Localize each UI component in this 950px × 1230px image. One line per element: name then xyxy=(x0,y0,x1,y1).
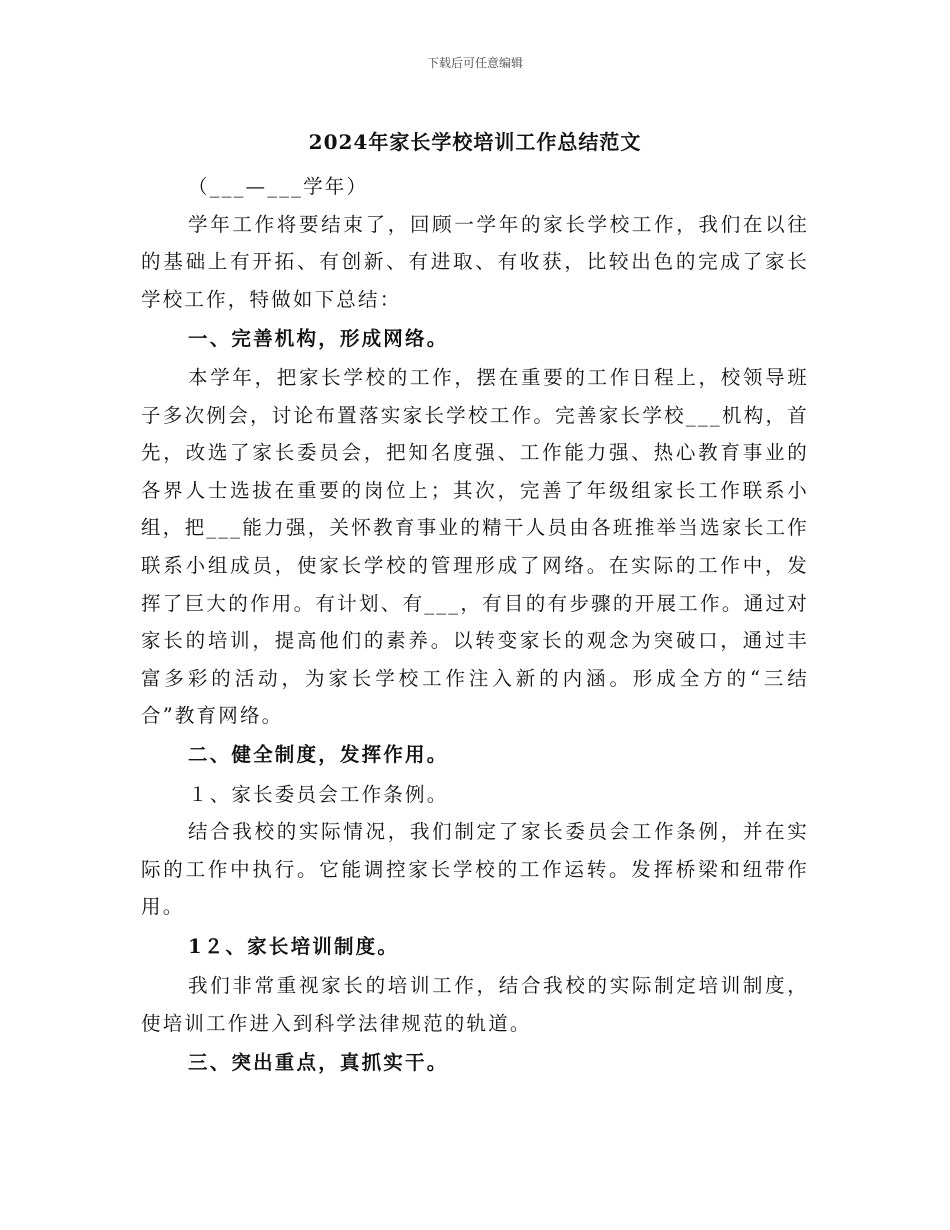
section-1-paragraph: 本学年，把家长学校的工作，摆在重要的工作日程上，校领导班子多次例会，讨论布置落实家长学校工作。完善家长学校___机构，首先，改选了家长委员会，把知名度强、工作能力强、热心教育事业的各界人士选拔在重要的岗位上；其次，完善了年级组家长工作联系小组，把___能力强，关怀教育事业的精干人员由各班推举当选家长工作联系小组成员，使家长学校的管理形成了网络。在实际的工作中，发挥了巨大的作用。有计划、有___，有目的有步骤的开展工作。通过对家长的培训，提高他们的素养。以转变家长的观念为突破口，通过丰富多彩的活动，为家长学校工作注入新的内涵。形成全方的“三结合”教育网络。 xyxy=(141,365,809,728)
document-title: 2024年家长学校培训工作总结范文 xyxy=(308,130,642,154)
subsection-1-paragraph: 结合我校的实际情况，我们制定了家长委员会工作条例，并在实际的工作中执行。它能调控家长学校的工作运转。发挥桥梁和纽带作用。 xyxy=(141,820,809,919)
subsection-2-paragraph: 我们非常重视家长的培训工作，结合我校的实际制定培训制度，使培训工作进入到科学法律规范的轨道。 xyxy=(141,973,809,1035)
subsection-2-heading: 1２、家长培训制度。 xyxy=(188,934,400,958)
subsection-1-label: １、家长委员会工作条例。 xyxy=(188,782,449,806)
section-heading-3: 三、突出重点，真抓实干。 xyxy=(188,1051,449,1075)
school-year-line: （___—___学年） xyxy=(188,175,369,198)
document-body xyxy=(141,168,809,1083)
section-heading-2: 二、健全制度，发挥作用。 xyxy=(188,743,449,767)
page-header-note: 下载后可任意编辑 xyxy=(426,56,523,70)
section-heading-1: 一、完善机构，形成网络。 xyxy=(188,326,449,350)
intro-paragraph: 学年工作将要结束了，回顾一学年的家长学校工作，我们在以往的基础上有开拓、有创新、有进取、有收获，比较出色的完成了家长学校工作，特做如下总结： xyxy=(141,212,809,311)
